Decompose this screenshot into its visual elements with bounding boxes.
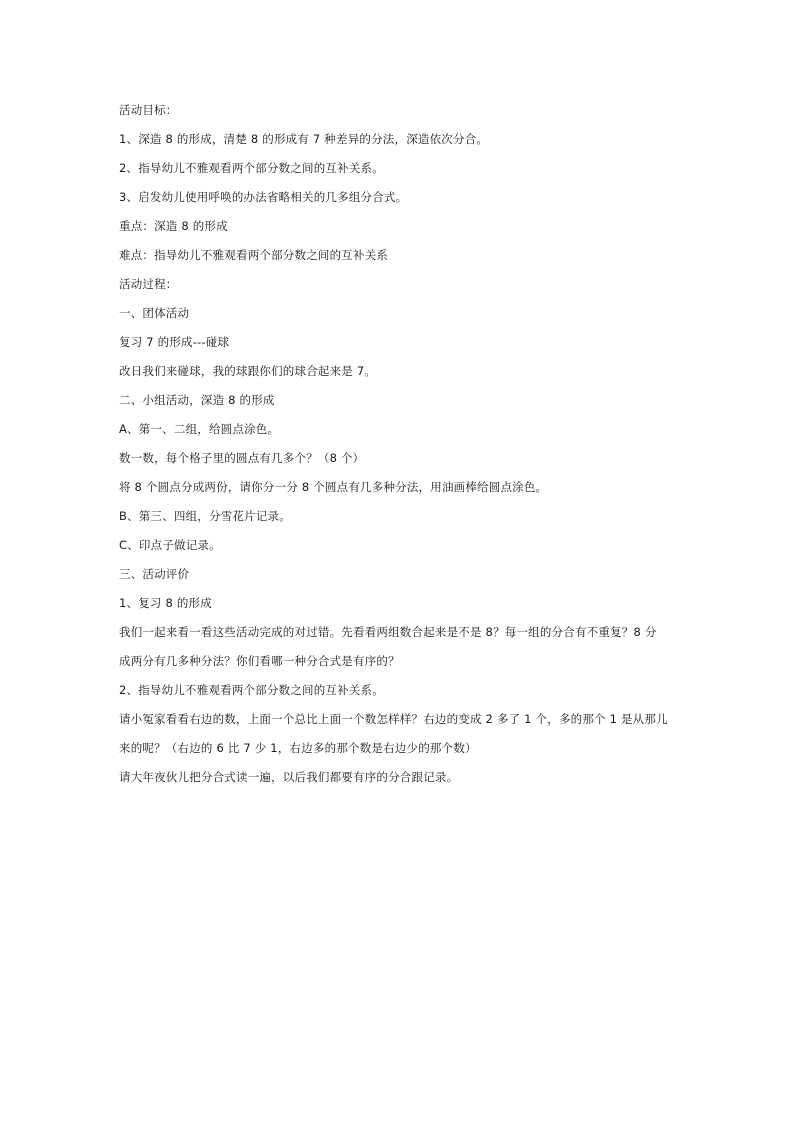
- paragraph-line: 请大年夜伙儿把分合式读一遍，以后我们都要有序的分合跟记录。: [119, 770, 459, 784]
- step-heading-2: 二、小组活动，深造 8 的形成: [119, 393, 275, 407]
- paragraph-line: 改日我们来碰球，我的球跟你们的球合起来是 7。: [119, 364, 377, 378]
- paragraph-line: C、印点子做记录。: [119, 538, 221, 552]
- paragraph-line: 复习 7 的形成---碰球: [119, 335, 230, 349]
- paragraph-line: 我们一起来看一看这些活动完成的对过错。先看看两组数合起来是不是 8？每一组的分合有不重复？8 分: [119, 625, 657, 639]
- section-heading-process: 活动过程：: [119, 277, 178, 291]
- key-point: 重点：深造 8 的形成: [119, 219, 228, 233]
- goal-item-1: 1、深造 8 的形成，清楚 8 的形成有 7 种差异的分法，深造依次分合。: [119, 132, 489, 146]
- paragraph-line: 来的呢？（右边的 6 比 7 少 1，右边多的那个数是右边少的那个数）: [119, 741, 477, 755]
- step-heading-3: 三、活动评价: [119, 567, 190, 581]
- document-body: [119, 100, 689, 796]
- paragraph-line: 请小冤家看看右边的数，上面一个总比上面一个数怎样样？右边的变成 2 多了 1 个，多的那个 1 是从那儿: [119, 712, 668, 726]
- goal-item-3: 3、启发幼儿使用呼唤的办法省略相关的几多组分合式。: [119, 190, 408, 204]
- step-heading-1: 一、团体活动: [119, 306, 190, 320]
- paragraph-line: 2、指导幼儿不雅观看两个部分数之间的互补关系。: [119, 683, 384, 697]
- paragraph-line: A、第一、二组，给圆点涂色。: [119, 422, 280, 436]
- goal-item-2: 2、指导幼儿不雅观看两个部分数之间的互补关系。: [119, 161, 384, 175]
- paragraph-line: 将 8 个圆点分成两份，请你分一分 8 个圆点有几多种分法，用油画棒给圆点涂色。: [119, 480, 548, 494]
- paragraph-line: 成两分有几多种分法？你们看哪一种分合式是有序的？: [119, 654, 400, 668]
- section-heading-goals: 活动目标：: [119, 103, 178, 117]
- paragraph-line: B、第三、四组，分雪花片记录。: [119, 509, 291, 523]
- paragraph-line: 1、复习 8 的形成: [119, 596, 212, 610]
- difficult-point: 难点：指导幼儿不雅观看两个部分数之间的互补关系: [119, 248, 389, 262]
- paragraph-line: 数一数，每个格子里的圆点有几多个？（8 个）: [119, 451, 365, 465]
